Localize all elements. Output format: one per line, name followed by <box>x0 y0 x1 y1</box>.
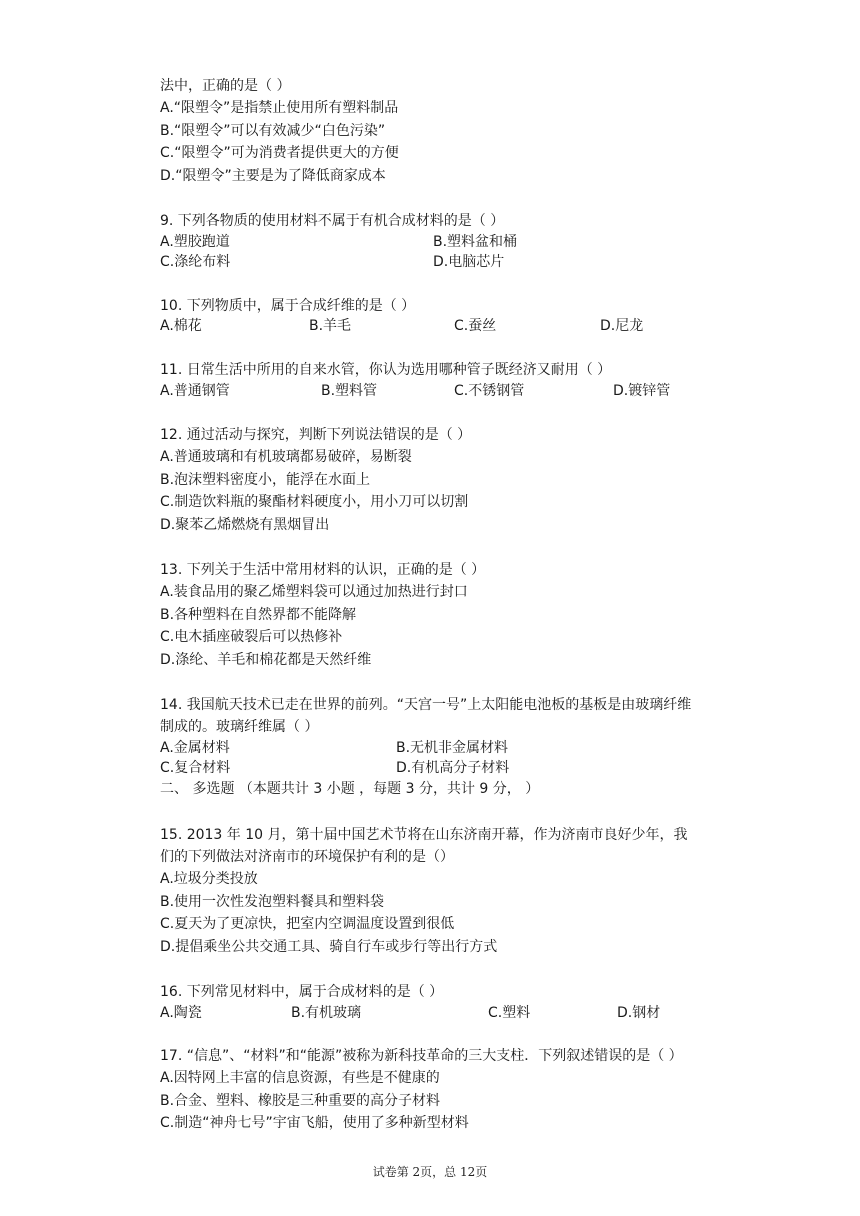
q14-option-c: C.复合材料 <box>160 760 231 776</box>
q17-stem: 17. “信息”、“材料”和“能源”被称为新科技革命的三大支柱．下列叙述错误的是（ ） <box>160 1048 683 1064</box>
q12-option-d: D.聚苯乙烯燃烧有黑烟冒出 <box>160 517 330 533</box>
q9-stem: 9. 下列各物质的使用材料不属于有机合成材料的是（ ） <box>160 213 505 229</box>
q9-option-b: B.塑料盆和桶 <box>433 234 518 250</box>
q10-option-c: C.蚕丝 <box>454 318 497 334</box>
q10-option-d: D.尼龙 <box>600 318 644 334</box>
q15-option-d: D.提倡乘坐公共交通工具、骑自行车或步行等出行方式 <box>160 939 498 955</box>
q17-option-b: B.合金、塑料、橡胶是三种重要的高分子材料 <box>160 1093 441 1109</box>
q10-stem: 10. 下列物质中，属于合成纤维的是（ ） <box>160 298 416 314</box>
q15-option-a: A.垃圾分类投放 <box>160 871 258 887</box>
q13-option-a: A.装食品用的聚乙烯塑料袋可以通过加热进行封口 <box>160 584 468 600</box>
q16-option-d: D.钢材 <box>617 1005 661 1021</box>
q12-option-b: B.泡沫塑料密度小，能浮在水面上 <box>160 472 371 488</box>
q14-stem-line2: 制成的。玻璃纤维属（ ） <box>160 719 319 735</box>
q9-option-a: A.塑胶跑道 <box>160 234 230 250</box>
q15-stem-line2: 们的下列做法对济南市的环境保护有利的是（） <box>160 849 454 865</box>
q14-option-b: B.无机非金属材料 <box>396 740 509 756</box>
q16-option-c: C.塑料 <box>488 1005 531 1021</box>
q11-stem: 11. 日常生活中所用的自来水管，你认为选用哪种管子既经济又耐用（ ） <box>160 362 612 378</box>
q14-option-a: A.金属材料 <box>160 740 230 756</box>
q12-stem: 12. 通过活动与探究，判断下列说法错误的是（ ） <box>160 427 472 443</box>
q13-option-c: C.电木插座破裂后可以热修补 <box>160 629 343 645</box>
q12-option-c: C.制造饮料瓶的聚酯材料硬度小，用小刀可以切割 <box>160 494 469 510</box>
q11-option-b: B.塑料管 <box>321 383 378 399</box>
q15-option-c: C.夏天为了更凉快，把室内空调温度设置到很低 <box>160 916 455 932</box>
q16-option-a: A.陶瓷 <box>160 1005 202 1021</box>
q15-option-b: B.使用一次性发泡塑料餐具和塑料袋 <box>160 894 385 910</box>
q17-option-a: A.因特网上丰富的信息资源，有些是不健康的 <box>160 1070 440 1086</box>
q8-stem-continuation: 法中，正确的是（ ） <box>160 78 291 94</box>
page-footer: 试卷第 2页，总 12页 <box>372 1165 488 1179</box>
q8-option-a: A.“限塑令”是指禁止使用所有塑料制品 <box>160 100 399 116</box>
q13-option-b: B.各种塑料在自然界都不能降解 <box>160 607 357 623</box>
q11-option-c: C.不锈钢管 <box>454 383 525 399</box>
q11-option-d: D.镀锌管 <box>613 383 671 399</box>
q9-option-d: D.电脑芯片 <box>433 254 505 270</box>
q16-stem: 16. 下列常见材料中，属于合成材料的是（ ） <box>160 984 444 1000</box>
section-heading-multiple-choice: 二、 多选题 （本题共计 3 小题 ，每题 3 分，共计 9 分， ） <box>160 781 540 797</box>
q13-stem: 13. 下列关于生活中常用材料的认识，正确的是（ ） <box>160 562 486 578</box>
q15-stem-line1: 15. 2013 年 10 月，第十届中国艺术节将在山东济南开幕，作为济南市良好少年，我 <box>160 827 688 843</box>
q8-option-d: D.“限塑令”主要是为了降低商家成本 <box>160 168 386 184</box>
q10-option-b: B.羊毛 <box>309 318 352 334</box>
q10-option-a: A.棉花 <box>160 318 202 334</box>
q16-option-b: B.有机玻璃 <box>291 1005 362 1021</box>
q8-option-b: B.“限塑令”可以有效减少“白色污染” <box>160 123 386 139</box>
q12-option-a: A.普通玻璃和有机玻璃都易破碎，易断裂 <box>160 449 412 465</box>
q13-option-d: D.涤纶、羊毛和棉花都是天然纤维 <box>160 652 372 668</box>
q14-option-d: D.有机高分子材料 <box>396 760 510 776</box>
q14-stem-line1: 14. 我国航天技术已走在世界的前列。“天宫一号”上太阳能电池板的基板是由玻璃纤维 <box>160 697 692 713</box>
q11-option-a: A.普通钢管 <box>160 383 230 399</box>
q8-option-c: C.“限塑令”可为消费者提供更大的方便 <box>160 145 399 161</box>
q17-option-c: C.制造“神舟七号”宇宙飞船，使用了多种新型材料 <box>160 1115 469 1131</box>
q9-option-c: C.涤纶布料 <box>160 254 231 270</box>
